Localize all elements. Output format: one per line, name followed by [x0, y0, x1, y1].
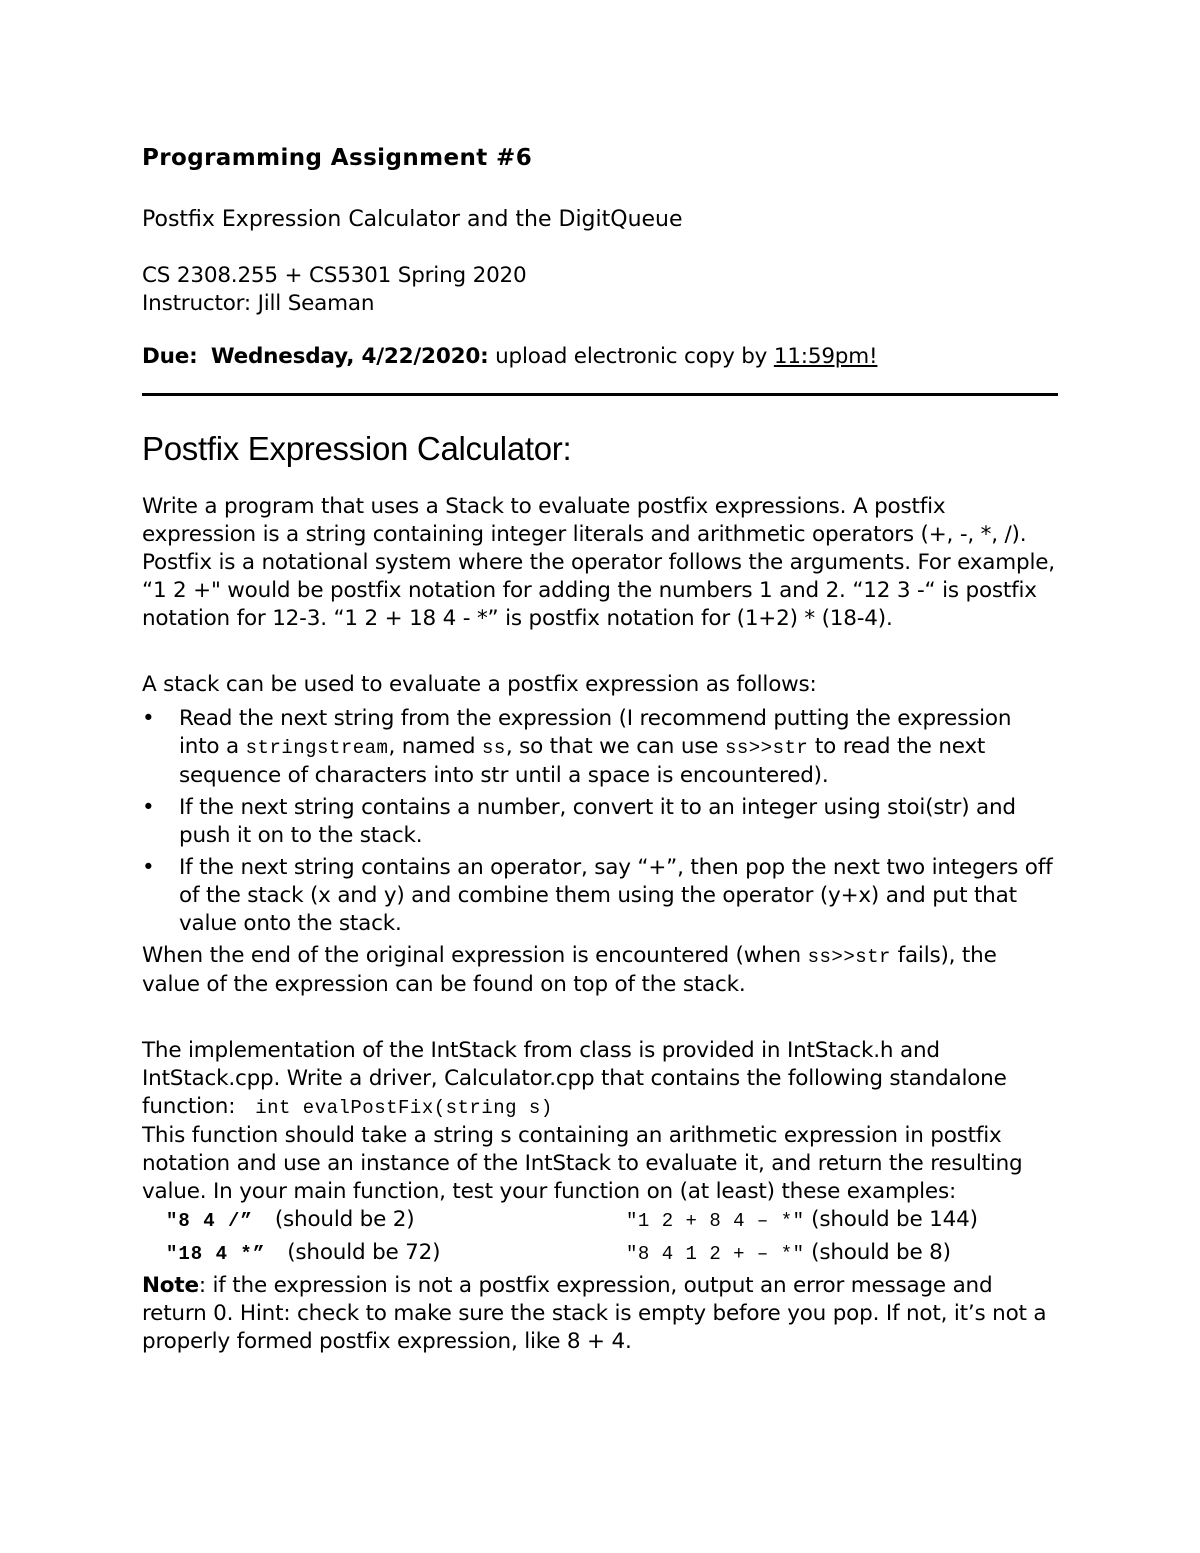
note-text: : if the expression is not a postfix expression, output an error message and return 0. Hint: check to make sure the stack is empty before you pop. If not, it’s not a properly formed postfix expression, like 8 + 4. [142, 1273, 1047, 1354]
bullet-glyph: • [142, 795, 155, 820]
end-paragraph [142, 942, 1058, 999]
example-row [142, 1206, 1058, 1239]
bullet1-text-c: , so that we can use [505, 734, 725, 759]
impl-text-a: The implementation of the IntStack from class is provided in IntStack.h and IntStack.cpp. Write a driver, Calculator.cpp that contains the following standalone function: [142, 1038, 1007, 1119]
example-expression: "18 4 *” [166, 1243, 266, 1265]
bullet3-text: If the next string contains an operator, say “+”, then pop the next two integers off of the stack (x and y) and combine them using the operator (y+x) and put that value onto the stack. [179, 855, 1053, 936]
stack-intro-paragraph: A stack can be used to evaluate a postfix expression as follows: [142, 672, 817, 697]
example-result: (should be 2) [274, 1207, 415, 1232]
intro-paragraph: Write a program that uses a Stack to evaluate postfix expressions. A postfix expression is a string containing integer literals and arithmetic operators (+, -, *, /). Postfix is a notational system where the operator follows the arguments. For example, “1 2 +" would be postfix notation for adding the numbers 1 and 2. “12 3 -“ is postfix notation for 12-3. “1 2 + 18 4 - *” is postfix notation for (1+2) * (18-4). [142, 494, 1055, 631]
code-ss: ss [482, 737, 506, 759]
bullet1-text-a: Read the next string from the expression (I recommend putting the expression into a [179, 706, 1012, 759]
example-left [166, 1239, 440, 1268]
example-result: (should be 144) [811, 1207, 978, 1232]
example-expression: "1 2 + 8 4 – *" [626, 1210, 805, 1232]
bullet2-text: If the next string contains a number, convert it to an integer using stoi(str) and push it on to the stack. [179, 795, 1016, 848]
due-label: Due: [142, 344, 198, 369]
example-result: (should be 72) [287, 1240, 441, 1265]
document-content [142, 142, 1058, 1356]
bullet1-text-d: to read the next sequence of characters into str until a space is encountered). [179, 734, 986, 788]
code-ss-str-end: ss>>str [807, 946, 891, 968]
horizontal-divider [142, 393, 1058, 396]
example-left [166, 1206, 414, 1235]
end-text-a: When the end of the original expression is encountered (when [142, 943, 808, 968]
instructor-line: Instructor: Jill Seaman [142, 291, 375, 316]
due-text: upload electronic copy by [488, 344, 774, 369]
examples-table [142, 1206, 1058, 1272]
assignment-subtitle: Postfix Expression Calculator and the DigitQueue [142, 207, 683, 232]
section-heading-text: Postfix Expression Calculator [142, 430, 563, 467]
list-item [142, 854, 1058, 938]
bullet-glyph: • [142, 855, 155, 880]
due-time: 11:59pm! [773, 344, 878, 369]
section-heading [142, 427, 1058, 471]
due-line [142, 343, 1058, 371]
end-text-b: fails), the value of the expression can be found on top of the stack. [142, 943, 997, 997]
note-paragraph [142, 1272, 1058, 1356]
code-function-signature: int evalPostFix(string s) [255, 1097, 553, 1119]
bullet1-text-b: , named [388, 734, 482, 759]
code-stringstream: stringstream [245, 737, 389, 759]
example-expression: "8 4 1 2 + – *" [626, 1243, 805, 1265]
list-item [142, 705, 1058, 790]
note-label: Note [142, 1273, 199, 1298]
example-result: (should be 8) [811, 1240, 951, 1265]
example-row [142, 1239, 1058, 1272]
code-ss-str: ss>>str [724, 737, 809, 759]
course-line: CS 2308.255 + CS5301 Spring 2020 [142, 263, 527, 288]
steps-list [142, 705, 1058, 938]
list-item [142, 794, 1058, 850]
due-date: Wednesday, 4/22/2020: [210, 344, 489, 369]
example-expression: "8 4 /” [166, 1210, 253, 1232]
assignment-title: Programming Assignment #6 [142, 145, 533, 171]
example-right [626, 1239, 951, 1268]
bullet-glyph: • [142, 706, 155, 731]
section-heading-colon: : [562, 430, 572, 467]
example-right [626, 1206, 978, 1235]
course-info [142, 262, 1058, 318]
function-description: This function should take a string s containing an arithmetic expression in postfix notation and use an instance of the IntStack to evaluate it, and return the resulting value. In your main function, test your function on (at least) these examples: [142, 1123, 1023, 1204]
implementation-paragraph [142, 1037, 1058, 1122]
